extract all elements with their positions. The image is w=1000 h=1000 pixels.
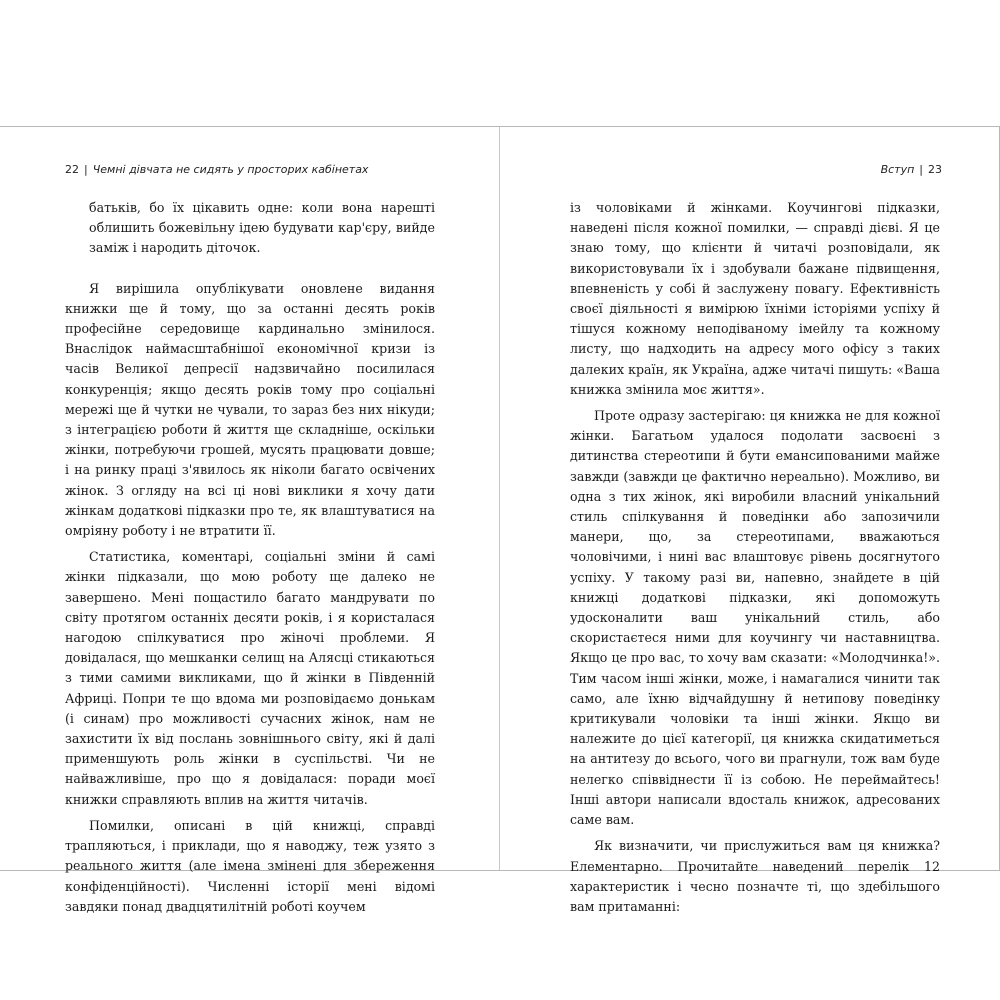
paragraph: із чоловіками й жінками. Коучингові підказки, наведені після кожної помилки, — справді дієві. Я це знаю тому, що клієнти й читачі розповідали, як використовували їх і здобували бажане підвищення, впевненість у собі й заслужену повагу. Ефективність своєї діяльності я вимірюю їхніми історіями успіху й тішуся кожному неподіваному імейлу та кожному листу, що надходить на адресу мого офісу з таких далеких країн, як Україна, адже читачі пишуть: «Ваша книжка змінила моє життя». [570,200,940,397]
left-page-body [65,198,435,917]
right-page-body [570,198,940,917]
paragraph: Я вирішила опублікувати оновлене видання книжки ще й тому, що за останні десять років професійне середовище кардинально змінилося. Внаслідок наймасштабнішої економічної кризи із часів Великої депресії надзвичайно посилилася конкуренція; якщо десять років тому про соціальні мережі ще й чутки не чували, то зараз без них нікуди; з інтеграцією роботи й життя ще складніше, оскільки жінки, потребуючи грошей, мусять працювати довше; і на ринку праці з'явилось як ніколи багато освічених жінок. З огляду на всі ці нові виклики я хочу дати жінкам додаткові підказки про те, як влаштуватися на омріяну роботу і не втратити її. [65,280,435,539]
paragraph: Статистика, коментарі, соціальні зміни й самі жінки підказали, що мою роботу ще далеко не завершено. Мені пощастило багато мандрувати по світу протягом останніх десяти років, і я користалася нагодою спілкуватися про жіночі проблеми. Я довідалася, що мешканки селищ на Алясці стикаються з тими самими викликами, що й жінки в Південній Африці. Попри те що вдома ми розповідаємо донькам (і синам) про можливості сучасних жінок, нам не захистити їх від послань зовнішнього світу, які й далі применшують роль жінки в суспільстві. Чи не найважливіше, про що я довідалася: поради моєї книжки справляють вплив на життя читачів. [65,549,435,807]
left-running-header: 22 | Чемні дівчата не сидять у просторих кабінетах [65,163,369,176]
left-running-title: Чемні дівчата не сидять у просторих кабінетах [92,163,369,176]
right-page-number: 23 [928,163,942,176]
book-spine [499,127,500,870]
right-running-header: Вступ | 23 [880,163,942,176]
right-running-title: Вступ [880,163,915,176]
paragraph: Проте одразу застерігаю: ця книжка не для кожної жінки. Багатьом удалося подолати засвоєні з дитинства стереотипи й бути емансипованими майже завжди (завжди це фактично нереально). Можливо, ви одна з тих жінок, які виробили власний унікальний стиль спілкування й поведінки або запозичили манери, що, за стереотипами, вважаються чоловічими, і нині вас влаштовує рівень досягнутого успіху. У такому разі ви, напевно, знайдете в цій книжці додаткові підказки, які допоможуть удосконалити ваш унікальний стиль, або скористаєтеся ними для коучингу чи наставництва. Якщо це про вас, то хочу вам сказати: «Молодчинка!». Тим часом інші жінки, може, і намагалися чинити так само, але їхню відчайдушну й нетипову поведінку критикували чоловіки та інші жінки. Якщо ви належите до цієї категорії, ця книжка скидатиметься на антитезу до всього, чого ви прагнули, тож вам буде нелегко співвіднести її із собою. Не переймайтесь! Інші автори написали вдосталь книжок, адресованих саме вам. [570,408,940,828]
book-spread [0,126,1000,914]
left-page-number: 22 [65,163,79,176]
paragraph: Помилки, описані в цій книжці, справді трапляються, і приклади, що я наводжу, теж узято з реального життя (але імена змінені для збереження конфіденційності). Численні історії мені відомі завдяки понад двадцятилітній роботі коучем [65,817,435,914]
paragraph: Як визначити, чи прислужиться вам ця книжка? Елементарно. Прочитайте наведений перелік 12 характеристик і чесно позначте ті, що здебільшого вам притаманні: [570,838,940,914]
paragraph: батьків, бо їх цікавить одне: коли вона нарешті облишить божевільну ідею будувати кар'єру, вийде заміж і народить діточок. [89,200,435,256]
